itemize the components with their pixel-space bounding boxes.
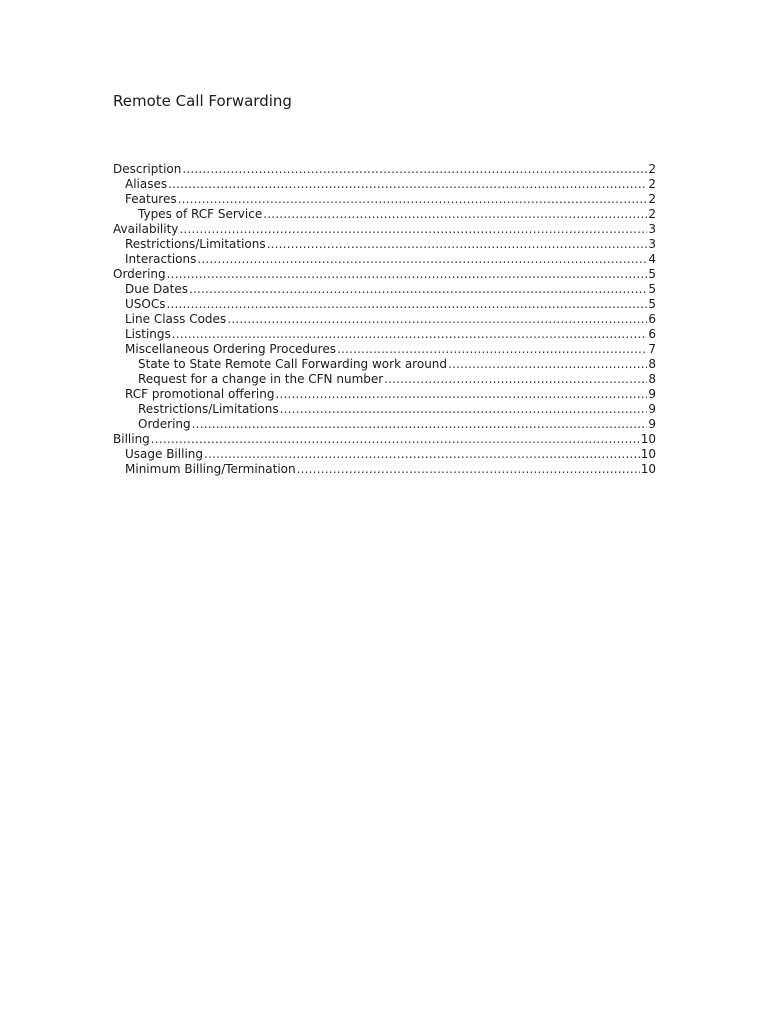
toc-entry[interactable] [113,177,656,192]
toc-entry-label: Restrictions/Limitations [125,237,266,251]
toc-dot-leader [166,297,647,312]
toc-entry[interactable] [113,402,656,417]
toc-entry-label: Usage Billing [125,447,203,461]
toc-page-number: 10 [640,462,656,476]
toc-entry[interactable] [113,462,656,477]
toc-dot-leader [151,432,640,447]
toc-page-number: 7 [648,342,656,356]
toc-entry[interactable] [113,417,656,432]
toc-dot-leader [192,417,648,432]
toc-entry-label: Ordering [113,267,166,281]
toc-entry[interactable] [113,357,656,372]
toc-page-number: 8 [648,372,656,386]
toc-page-number: 3 [648,237,656,251]
toc-entry-label: Types of RCF Service [138,207,263,221]
toc-entry[interactable] [113,282,656,297]
toc-entry-label: Aliases [125,177,168,191]
toc-entry[interactable] [113,207,656,222]
toc-entry-label: Interactions [125,252,197,266]
toc-entry[interactable] [113,162,656,177]
toc-entry[interactable] [113,387,656,402]
toc-entry-label: Request for a change in the CFN number [138,372,384,386]
toc-dot-leader [227,312,647,327]
toc-entry[interactable] [113,252,656,267]
toc-entry[interactable] [113,432,656,447]
toc-entry-label: Miscellaneous Ordering Procedures [125,342,336,356]
toc-page-number: 2 [648,207,656,221]
toc-dot-leader [263,207,647,222]
toc-dot-leader [275,387,647,402]
table-of-contents [113,162,656,477]
toc-dot-leader [178,192,648,207]
toc-entry[interactable] [113,312,656,327]
toc-entry-label: Minimum Billing/Termination [125,462,296,476]
toc-page-number: 2 [648,192,656,206]
toc-page-number: 6 [648,312,656,326]
toc-dot-leader [280,402,648,417]
toc-dot-leader [204,447,640,462]
toc-entry[interactable] [113,192,656,207]
toc-page-number: 8 [648,357,656,371]
toc-page-number: 2 [648,162,656,176]
toc-entry[interactable] [113,297,656,312]
toc-entry-label: Description [113,162,182,176]
toc-dot-leader [167,267,648,282]
toc-page-number: 6 [648,327,656,341]
toc-entry-label: USOCs [125,297,166,311]
toc-entry-label: Ordering [138,417,191,431]
toc-page-number: 5 [648,297,656,311]
toc-page-number: 9 [648,417,656,431]
toc-entry-label: Features [125,192,177,206]
toc-page-number: 4 [648,252,656,266]
toc-dot-leader [172,327,648,342]
toc-page-number: 3 [648,222,656,236]
toc-page-number: 5 [648,282,656,296]
toc-entry[interactable] [113,327,656,342]
toc-entry[interactable] [113,222,656,237]
toc-entry-label: Availability [113,222,179,236]
toc-dot-leader [189,282,647,297]
toc-dot-leader [197,252,647,267]
toc-dot-leader [448,357,647,372]
toc-page-number: 5 [648,267,656,281]
toc-dot-leader [337,342,647,357]
toc-page-number: 10 [640,447,656,461]
toc-entry-label: State to State Remote Call Forwarding work around [138,357,448,371]
toc-entry[interactable] [113,237,656,252]
toc-entry-label: Line Class Codes [125,312,227,326]
toc-entry-label: Restrictions/Limitations [138,402,279,416]
toc-dot-leader [267,237,648,252]
toc-page-number: 9 [648,387,656,401]
toc-entry[interactable] [113,372,656,387]
toc-dot-leader [297,462,640,477]
toc-entry[interactable] [113,447,656,462]
toc-page-number: 2 [648,177,656,191]
document-title: Remote Call Forwarding [113,92,292,110]
toc-dot-leader [384,372,647,387]
toc-entry-label: Listings [125,327,171,341]
toc-entry-label: RCF promotional offering [125,387,275,401]
toc-entry-label: Due Dates [125,282,188,296]
toc-dot-leader [168,177,647,192]
toc-entry[interactable] [113,342,656,357]
toc-dot-leader [182,162,647,177]
toc-page-number: 10 [640,432,656,446]
toc-dot-leader [179,222,647,237]
toc-page-number: 9 [648,402,656,416]
toc-entry-label: Billing [113,432,150,446]
toc-entry[interactable] [113,267,656,282]
